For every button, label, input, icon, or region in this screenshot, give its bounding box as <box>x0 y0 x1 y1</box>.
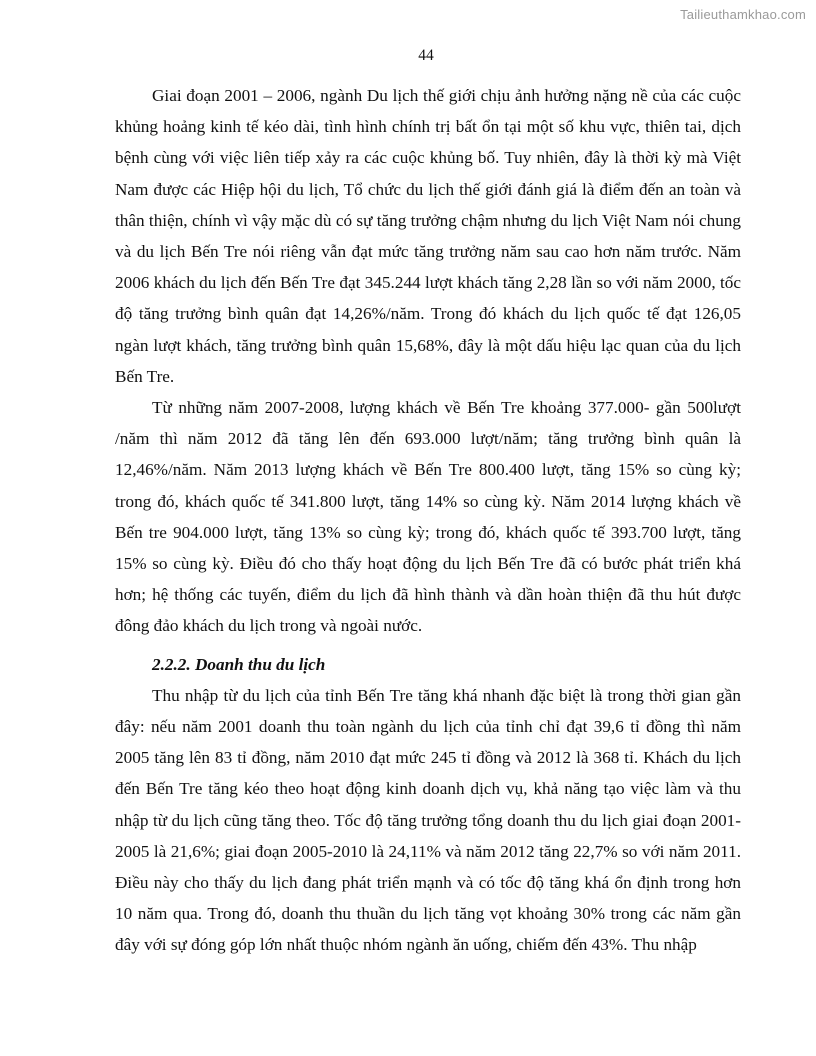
paragraph: Từ những năm 2007-2008, lượng khách về Bến Tre khoảng 377.000- gần 500lượt /năm thì năm 2012 đã tăng lên đến 693.000 lượt/năm; tăng trưởng bình quân là 12,46%/năm. Năm 2013 lượng khách về Bến Tre 800.400 lượt, tăng 15% so cùng kỳ; trong đó, khách quốc tế 341.800 lượt, tăng 14% so cùng kỳ. Năm 2014 lượng khách về Bến tre 904.000 lượt, tăng 13% so cùng kỳ; trong đó, khách quốc tế 393.700 lượt, tăng 15% so cùng kỳ. Điều đó cho thấy hoạt động du lịch Bến Tre đã có bước phát triển khá hơn; hệ thống các tuyến, điểm du lịch đã hình thành và dần hoàn thiện đã thu hút được đông đảo khách du lịch trong và ngoài nước. <box>115 398 741 636</box>
watermark-text: Tailieuthamkhao.com <box>680 7 806 22</box>
section-heading: 2.2.2. Doanh thu du lịch <box>152 654 326 674</box>
page-number: 44 <box>418 47 434 64</box>
document-body <box>115 80 741 961</box>
paragraph: Giai đoạn 2001 – 2006, ngành Du lịch thế giới chịu ảnh hưởng nặng nề của các cuộc khủng hoảng kinh tế kéo dài, tình hình chính trị bất ổn tại một số khu vực, thiên tai, dịch bệnh cùng với việc liên tiếp xảy ra các cuộc khủng bố. Tuy nhiên, đây là thời kỳ mà Việt Nam được các Hiệp hội du lịch, Tổ chức du lịch thế giới đánh giá là điểm đến an toàn và thân thiện, chính vì vậy mặc dù có sự tăng trưởng chậm nhưng du lịch Việt Nam nói chung và du lịch Bến Tre nói riêng vẫn đạt mức tăng trưởng năm sau cao hơn năm trước. Năm 2006 khách du lịch đến Bến Tre đạt 345.244 lượt khách tăng 2,28 lần so với năm 2000, tốc độ tăng trưởng bình quân đạt 14,26%/năm. Trong đó khách du lịch quốc tế đạt 126,05 ngàn lượt khách, tăng trưởng bình quân 15,68%, đây là một dấu hiệu lạc quan của du lịch Bến Tre. <box>115 86 741 386</box>
paragraph: Thu nhập từ du lịch của tỉnh Bến Tre tăng khá nhanh đặc biệt là trong thời gian gần đây: nếu năm 2001 doanh thu toàn ngành du lịch của tỉnh chỉ đạt 39,6 tỉ đồng thì năm 2005 tăng lên 83 tỉ đồng, năm 2010 đạt mức 245 tỉ đồng và 2012 là 368 tỉ. Khách du lịch đến Bến Tre tăng kéo theo hoạt động kinh doanh dịch vụ, khả năng tạo việc làm và thu nhập từ du lịch cũng tăng theo. Tốc độ tăng trưởng tổng doanh thu du lịch giai đoạn 2001-2005 là 21,6%; giai đoạn 2005-2010 là 24,11% và năm 2012 tăng 22,7% so với năm 2011. Điều này cho thấy du lịch đang phát triển mạnh và có tốc độ tăng khá ổn định trong hơn 10 năm qua. Trong đó, doanh thu thuần du lịch tăng vọt khoảng 30% trong các năm gần đây với sự đóng góp lớn nhất thuộc nhóm ngành ăn uống, chiếm đến 43%. Thu nhập <box>115 685 741 955</box>
